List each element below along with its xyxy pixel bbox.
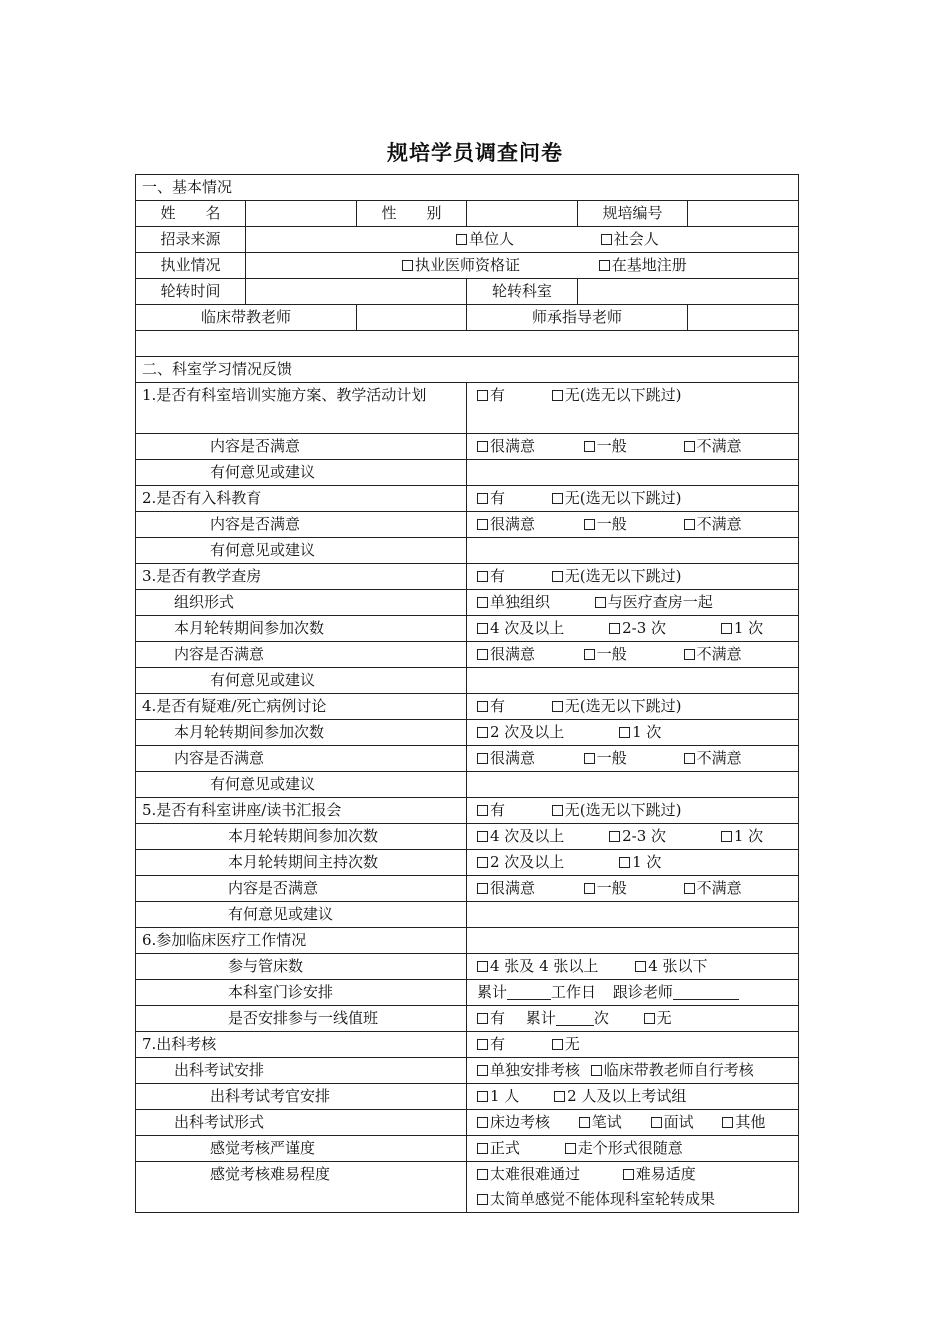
q3-satisfied-options bbox=[467, 642, 799, 668]
checkbox-icon bbox=[477, 1194, 488, 1205]
checkbox-icon bbox=[552, 701, 563, 712]
q7-difficulty-row bbox=[136, 1162, 799, 1213]
checkbox-icon bbox=[477, 597, 488, 608]
q4-opt-ok[interactable]: 一般 bbox=[584, 746, 627, 771]
checkbox-icon bbox=[477, 1013, 488, 1024]
q7-opt-too-easy[interactable]: 太简单感觉不能体现科室轮转成果 bbox=[477, 1187, 715, 1212]
practice-options bbox=[246, 253, 799, 279]
checkbox-icon bbox=[721, 831, 732, 842]
q7-options bbox=[467, 1032, 799, 1058]
checkbox-icon bbox=[477, 727, 488, 738]
q2-satisfied-label: 内容是否满意 bbox=[136, 512, 467, 538]
q3-opt-with-rounds[interactable]: 与医疗查房一起 bbox=[595, 590, 713, 615]
checkbox-icon bbox=[477, 519, 488, 530]
checkbox-icon bbox=[552, 493, 563, 504]
checkbox-icon bbox=[584, 441, 595, 452]
q4-satisfied-row bbox=[136, 746, 799, 772]
q5-opt-very[interactable]: 很满意 bbox=[477, 876, 535, 901]
q3-options bbox=[467, 564, 799, 590]
q2-opt-ok[interactable]: 一般 bbox=[584, 512, 627, 537]
q6-duty-label: 是否安排参与一线值班 bbox=[136, 1006, 467, 1032]
checkbox-icon bbox=[477, 493, 488, 504]
q1-options bbox=[467, 383, 799, 434]
checkbox-icon bbox=[584, 883, 595, 894]
checkbox-icon bbox=[456, 234, 467, 245]
q7-opt-moderate[interactable]: 难易适度 bbox=[623, 1162, 696, 1187]
checkbox-icon bbox=[595, 597, 606, 608]
q7-arrange-row bbox=[136, 1058, 799, 1084]
q7-form-options bbox=[467, 1110, 799, 1136]
checkbox-icon bbox=[477, 1039, 488, 1050]
q7-opt-exam-teacher[interactable]: 临床带教老师自行考核 bbox=[591, 1058, 754, 1083]
teacher-row bbox=[136, 305, 799, 331]
checkbox-icon bbox=[477, 753, 488, 764]
teacher-label: 临床带教老师 bbox=[136, 305, 357, 331]
q5-opt-bad[interactable]: 不满意 bbox=[684, 876, 742, 901]
q2-suggest-label: 有何意见或建议 bbox=[136, 538, 467, 564]
q5-satisfied-label: 内容是否满意 bbox=[136, 876, 467, 902]
q4-opt-yes[interactable]: 有 bbox=[477, 694, 505, 719]
q2-satisfied-row bbox=[136, 512, 799, 538]
rotation-row bbox=[136, 279, 799, 305]
q5-opt-host-1[interactable]: 1 次 bbox=[619, 850, 661, 875]
q3-opt-yes[interactable]: 有 bbox=[477, 564, 505, 589]
q5-host-row bbox=[136, 850, 799, 876]
q1-opt-very[interactable]: 很满意 bbox=[477, 434, 535, 459]
checkbox-icon bbox=[579, 1117, 590, 1128]
q3-row bbox=[136, 564, 799, 590]
q7-examiner-label: 出科考试考官安排 bbox=[136, 1084, 467, 1110]
q4-opt-1[interactable]: 1 次 bbox=[619, 720, 661, 745]
q3-opt-1[interactable]: 1 次 bbox=[721, 616, 763, 641]
q7-opt-bedside[interactable]: 床边考核 bbox=[477, 1110, 550, 1135]
q7-opt-one-person[interactable]: 1 人 bbox=[477, 1084, 519, 1109]
q3-org-label: 组织形式 bbox=[136, 590, 467, 616]
q5-opt-2-3[interactable]: 2-3 次 bbox=[609, 824, 666, 849]
q3-opt-bad[interactable]: 不满意 bbox=[684, 642, 742, 667]
checkbox-icon bbox=[477, 571, 488, 582]
checkbox-icon bbox=[591, 1065, 602, 1076]
spacer-cell bbox=[136, 331, 799, 357]
q6-outpatient-label: 本科室门诊安排 bbox=[136, 980, 467, 1006]
q4-times-options bbox=[467, 720, 799, 746]
checkbox-icon bbox=[477, 831, 488, 842]
checkbox-icon bbox=[477, 390, 488, 401]
duty-count-blank[interactable] bbox=[556, 1010, 594, 1026]
q4-label: 4.是否有疑难/死亡病例讨论 bbox=[136, 694, 467, 720]
practice-label: 执业情况 bbox=[136, 253, 246, 279]
q3-satisfied-row bbox=[136, 642, 799, 668]
checkbox-icon bbox=[599, 260, 610, 271]
q2-opt-very[interactable]: 很满意 bbox=[477, 512, 535, 537]
q4-opt-bad[interactable]: 不满意 bbox=[684, 746, 742, 771]
q5-attend-label: 本月轮转期间参加次数 bbox=[136, 824, 467, 850]
section1-heading-row bbox=[136, 175, 799, 201]
section2-heading: 二、科室学习情况反馈 bbox=[136, 357, 799, 383]
q1-satisfied-options bbox=[467, 434, 799, 460]
q7-strict-options bbox=[467, 1136, 799, 1162]
q1-opt-no[interactable]: 无(选无以下跳过) bbox=[552, 383, 682, 408]
q7-examiner-options bbox=[467, 1084, 799, 1110]
page-title: 规培学员调查问卷 bbox=[387, 140, 563, 165]
q7-opt-group[interactable]: 2 人及以上考试组 bbox=[554, 1084, 686, 1109]
q4-suggest-label: 有何意见或建议 bbox=[136, 772, 467, 798]
q3-opt-ok[interactable]: 一般 bbox=[584, 642, 627, 667]
checkbox-icon bbox=[584, 649, 595, 660]
q5-attend-options bbox=[467, 824, 799, 850]
q1-row bbox=[136, 383, 799, 434]
checkbox-icon bbox=[644, 1013, 655, 1024]
checkbox-icon bbox=[565, 1143, 576, 1154]
q4-opt-very[interactable]: 很满意 bbox=[477, 746, 535, 771]
q6-outpatient-fill: 累计 工作日 跟诊老师 bbox=[467, 980, 799, 1006]
q1-opt-bad[interactable]: 不满意 bbox=[684, 434, 742, 459]
q2-options bbox=[467, 486, 799, 512]
q6-opt-duty-no[interactable]: 无 bbox=[644, 1006, 672, 1031]
q5-suggest-row bbox=[136, 902, 799, 928]
q3-opt-very[interactable]: 很满意 bbox=[477, 642, 535, 667]
q6-label: 6.参加临床医疗工作情况 bbox=[136, 928, 467, 954]
survey-table bbox=[135, 174, 799, 1213]
q3-org-options bbox=[467, 590, 799, 616]
q6-duty-options: 有 累计 次 无 bbox=[467, 1006, 799, 1032]
q7-label: 7.出科考核 bbox=[136, 1032, 467, 1058]
name-label: 姓 名 bbox=[136, 201, 246, 227]
q3-times-row bbox=[136, 616, 799, 642]
q5-opt-yes[interactable]: 有 bbox=[477, 798, 505, 823]
q5-options bbox=[467, 798, 799, 824]
q1-opt-ok[interactable]: 一般 bbox=[584, 434, 627, 459]
gender-label: 性 别 bbox=[357, 201, 467, 227]
practice-opt-cert[interactable]: 执业医师资格证 bbox=[402, 253, 520, 278]
source-options bbox=[246, 227, 799, 253]
checkbox-icon bbox=[477, 1169, 488, 1180]
q5-suggest-field[interactable] bbox=[467, 902, 799, 928]
q7-arrange-options bbox=[467, 1058, 799, 1084]
q6-empty bbox=[467, 928, 799, 954]
checkbox-icon bbox=[722, 1117, 733, 1128]
q3-times-label: 本月轮转期间参加次数 bbox=[136, 616, 467, 642]
checkbox-icon bbox=[584, 519, 595, 530]
q4-opt-2plus[interactable]: 2 次及以上 bbox=[477, 720, 564, 745]
source-opt-unit[interactable]: 单位人 bbox=[456, 227, 514, 252]
q3-opt-alone[interactable]: 单独组织 bbox=[477, 590, 550, 615]
checkbox-icon bbox=[684, 441, 695, 452]
checkbox-icon bbox=[477, 1117, 488, 1128]
q7-opt-no[interactable]: 无 bbox=[552, 1032, 580, 1057]
q4-row bbox=[136, 694, 799, 720]
checkbox-icon bbox=[684, 753, 695, 764]
id-label: 规培编号 bbox=[578, 201, 688, 227]
checkbox-icon bbox=[584, 753, 595, 764]
q4-suggest-field[interactable] bbox=[467, 772, 799, 798]
rotation-time-label: 轮转时间 bbox=[136, 279, 246, 305]
mentor-label: 师承指导老师 bbox=[467, 305, 688, 331]
id-field[interactable] bbox=[688, 201, 799, 227]
q2-opt-yes[interactable]: 有 bbox=[477, 486, 505, 511]
checkbox-icon bbox=[552, 805, 563, 816]
checkbox-icon bbox=[619, 727, 630, 738]
checkbox-icon bbox=[552, 1039, 563, 1050]
q1-satisfied-row bbox=[136, 434, 799, 460]
q6-duty-row bbox=[136, 1006, 799, 1032]
source-label: 招录来源 bbox=[136, 227, 246, 253]
q3-opt-2-3[interactable]: 2-3 次 bbox=[609, 616, 666, 641]
q6-opt-beds-4plus[interactable]: 4 张及 4 张以上 bbox=[477, 954, 598, 979]
q1-satisfied-label: 内容是否满意 bbox=[136, 434, 467, 460]
q5-opt-1[interactable]: 1 次 bbox=[721, 824, 763, 849]
q7-opt-written[interactable]: 笔试 bbox=[579, 1110, 622, 1135]
q2-opt-no[interactable]: 无(选无以下跳过) bbox=[552, 486, 682, 511]
q6-outpatient-row bbox=[136, 980, 799, 1006]
q4-times-row bbox=[136, 720, 799, 746]
q1-label: 1.是否有科室培训实施方案、教学活动计划 bbox=[136, 383, 467, 434]
follow-teacher-blank[interactable] bbox=[673, 984, 739, 1000]
q4-suggest-row bbox=[136, 772, 799, 798]
q3-suggest-label: 有何意见或建议 bbox=[136, 668, 467, 694]
checkbox-icon bbox=[402, 260, 413, 271]
rotation-time-field[interactable] bbox=[246, 279, 467, 305]
q6-row bbox=[136, 928, 799, 954]
q6-beds-row bbox=[136, 954, 799, 980]
checkbox-icon bbox=[477, 883, 488, 894]
spacer-row bbox=[136, 331, 799, 357]
checkbox-icon bbox=[552, 571, 563, 582]
checkbox-icon bbox=[601, 234, 612, 245]
q3-opt-4plus[interactable]: 4 次及以上 bbox=[477, 616, 564, 641]
q5-host-label: 本月轮转期间主持次数 bbox=[136, 850, 467, 876]
q7-opt-too-hard[interactable]: 太难很难通过 bbox=[477, 1162, 580, 1187]
checkbox-icon bbox=[554, 1091, 565, 1102]
checkbox-icon bbox=[684, 519, 695, 530]
q7-row bbox=[136, 1032, 799, 1058]
q5-suggest-label: 有何意见或建议 bbox=[136, 902, 467, 928]
q3-opt-no[interactable]: 无(选无以下跳过) bbox=[552, 564, 682, 589]
q3-satisfied-label: 内容是否满意 bbox=[136, 642, 467, 668]
q2-row bbox=[136, 486, 799, 512]
checkbox-icon bbox=[477, 805, 488, 816]
q7-strict-label: 感觉考核严谨度 bbox=[136, 1136, 467, 1162]
checkbox-icon bbox=[477, 701, 488, 712]
q4-opt-no[interactable]: 无(选无以下跳过) bbox=[552, 694, 682, 719]
mentor-field[interactable] bbox=[688, 305, 799, 331]
checkbox-icon bbox=[623, 1169, 634, 1180]
q2-opt-bad[interactable]: 不满意 bbox=[684, 512, 742, 537]
q6-beds-label: 参与管床数 bbox=[136, 954, 467, 980]
q5-satisfied-options bbox=[467, 876, 799, 902]
q5-row bbox=[136, 798, 799, 824]
q2-label: 2.是否有入科教育 bbox=[136, 486, 467, 512]
q7-arrange-label: 出科考试安排 bbox=[136, 1058, 467, 1084]
checkbox-icon bbox=[609, 831, 620, 842]
q6-beds-options bbox=[467, 954, 799, 980]
q7-opt-casual[interactable]: 走个形式很随意 bbox=[565, 1136, 683, 1161]
q1-opt-yes[interactable]: 有 bbox=[477, 383, 505, 408]
checkbox-icon bbox=[609, 623, 620, 634]
q3-suggest-field[interactable] bbox=[467, 668, 799, 694]
q6-opt-duty-yes[interactable]: 有 bbox=[477, 1006, 505, 1031]
q2-satisfied-options bbox=[467, 512, 799, 538]
workday-blank[interactable] bbox=[507, 984, 551, 1000]
q6-opt-beds-less4[interactable]: 4 张以下 bbox=[635, 954, 707, 979]
q5-opt-ok[interactable]: 一般 bbox=[584, 876, 627, 901]
q2-suggest-field[interactable] bbox=[467, 538, 799, 564]
q7-strict-row bbox=[136, 1136, 799, 1162]
q7-opt-other[interactable]: 其他 bbox=[722, 1110, 765, 1135]
checkbox-icon bbox=[721, 623, 732, 634]
basic-row-1 bbox=[136, 201, 799, 227]
q4-satisfied-label: 内容是否满意 bbox=[136, 746, 467, 772]
q7-examiner-row bbox=[136, 1084, 799, 1110]
q7-difficulty-line1 bbox=[477, 1162, 792, 1187]
q5-opt-no[interactable]: 无(选无以下跳过) bbox=[552, 798, 682, 823]
checkbox-icon bbox=[635, 961, 646, 972]
rotation-dept-label: 轮转科室 bbox=[467, 279, 578, 305]
q7-opt-interview[interactable]: 面试 bbox=[651, 1110, 694, 1135]
q7-difficulty-line2 bbox=[477, 1187, 792, 1212]
q3-suggest-row bbox=[136, 668, 799, 694]
q5-opt-4plus[interactable]: 4 次及以上 bbox=[477, 824, 564, 849]
name-field[interactable] bbox=[246, 201, 357, 227]
section1-heading: 一、基本情况 bbox=[136, 175, 799, 201]
checkbox-icon bbox=[552, 390, 563, 401]
source-opt-social[interactable]: 社会人 bbox=[601, 227, 659, 252]
q3-label: 3.是否有教学查房 bbox=[136, 564, 467, 590]
q5-attend-row bbox=[136, 824, 799, 850]
q3-org-row bbox=[136, 590, 799, 616]
teacher-field[interactable] bbox=[357, 305, 467, 331]
checkbox-icon bbox=[477, 1065, 488, 1076]
checkbox-icon bbox=[684, 649, 695, 660]
q7-difficulty-label: 感觉考核难易程度 bbox=[136, 1162, 467, 1213]
checkbox-icon bbox=[477, 649, 488, 660]
q5-label: 5.是否有科室讲座/读书汇报会 bbox=[136, 798, 467, 824]
q1-suggest-row bbox=[136, 460, 799, 486]
checkbox-icon bbox=[477, 623, 488, 634]
source-row bbox=[136, 227, 799, 253]
q4-times-label: 本月轮转期间参加次数 bbox=[136, 720, 467, 746]
q4-options bbox=[467, 694, 799, 720]
checkbox-icon bbox=[651, 1117, 662, 1128]
rotation-dept-field[interactable] bbox=[578, 279, 799, 305]
practice-row bbox=[136, 253, 799, 279]
q7-opt-yes[interactable]: 有 bbox=[477, 1032, 505, 1057]
checkbox-icon bbox=[477, 1143, 488, 1154]
q1-suggest-field[interactable] bbox=[467, 460, 799, 486]
q7-difficulty-options bbox=[467, 1162, 799, 1213]
q5-satisfied-row bbox=[136, 876, 799, 902]
checkbox-icon bbox=[477, 857, 488, 868]
q1-suggest-label: 有何意见或建议 bbox=[136, 460, 467, 486]
q2-suggest-row bbox=[136, 538, 799, 564]
q7-form-label: 出科考试形式 bbox=[136, 1110, 467, 1136]
checkbox-icon bbox=[477, 441, 488, 452]
checkbox-icon bbox=[477, 961, 488, 972]
q7-opt-formal[interactable]: 正式 bbox=[477, 1136, 520, 1161]
q5-host-options bbox=[467, 850, 799, 876]
gender-field[interactable] bbox=[467, 201, 578, 227]
section2-heading-row bbox=[136, 357, 799, 383]
practice-opt-register[interactable]: 在基地注册 bbox=[599, 253, 687, 278]
q7-opt-exam-alone[interactable]: 单独安排考核 bbox=[477, 1058, 580, 1083]
q5-opt-host-2plus[interactable]: 2 次及以上 bbox=[477, 850, 564, 875]
q7-form-row bbox=[136, 1110, 799, 1136]
q3-times-options bbox=[467, 616, 799, 642]
checkbox-icon bbox=[684, 883, 695, 894]
checkbox-icon bbox=[619, 857, 630, 868]
checkbox-icon bbox=[477, 1091, 488, 1102]
q4-satisfied-options bbox=[467, 746, 799, 772]
